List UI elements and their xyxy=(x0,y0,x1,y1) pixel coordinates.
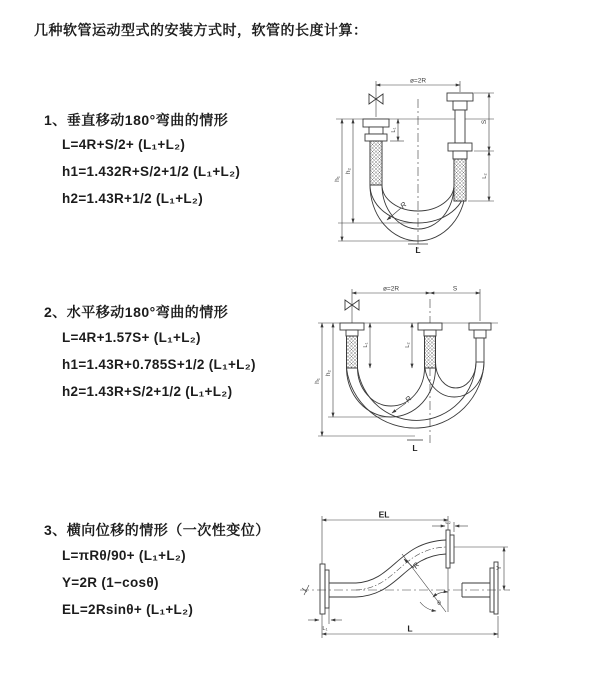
hose-drawing xyxy=(300,516,510,638)
valve-icon xyxy=(369,89,383,117)
left-flange xyxy=(320,564,356,614)
dim-label-radius: R xyxy=(398,199,409,211)
dim-heights xyxy=(318,323,415,436)
section-1-formula-L: L=4R+S/2+ (L₁+L₂) xyxy=(62,137,186,152)
section-2-formula-h2: h2=1.43R+S/2+1/2 (L₁+L₂) xyxy=(62,384,233,399)
dim-label-l1: L₁ xyxy=(391,127,397,133)
dim-label-length: L xyxy=(407,623,413,634)
lower-right-flange xyxy=(462,562,498,614)
dim-label-l2: L₂ xyxy=(482,173,488,179)
section-1-formula-h1: h1=1.432R+S/2+1/2 (L₁+L₂) xyxy=(62,164,241,179)
angle-construction xyxy=(402,554,448,612)
left-pipe-fitting xyxy=(363,119,389,185)
section-2-formula-h1: h1=1.43R+0.785S+1/2 (L₁+L₂) xyxy=(62,357,256,372)
upper-right-flange xyxy=(446,530,454,568)
dim-label-radius: R xyxy=(410,560,422,571)
dim-el xyxy=(322,516,451,564)
section-3-formula-Y: Y=2R (1−cosθ) xyxy=(62,575,159,590)
middle-pipe-fitting xyxy=(418,323,442,368)
dim-label-h2: h₂ xyxy=(325,369,332,377)
section-1-heading: 1、垂直移动180°弯曲的情形 xyxy=(44,112,229,128)
dim-label-diameter: ø=2R xyxy=(382,285,400,293)
section-3-formula-EL: EL=2Rsinθ+ (L₁+L₂) xyxy=(62,602,194,617)
dim-label-h1: h₁ xyxy=(334,176,341,182)
section-2-formula-L: L=4R+1.57S+ (L₁+L₂) xyxy=(62,330,201,345)
dim-label-diameter: ø=2R xyxy=(409,77,427,85)
page-title: 几种软管运动型式的安装方式时，软管的长度计算： xyxy=(34,22,368,38)
hose-drawing xyxy=(336,81,494,249)
right-pipe-fitting xyxy=(447,93,473,201)
dim-label-theta: θ xyxy=(437,600,441,607)
dim-label-h2: h₂ xyxy=(345,167,352,175)
dim-label-radius: R xyxy=(403,393,414,405)
dim-label-length: L xyxy=(415,245,421,255)
dim-label-el: EL xyxy=(378,509,390,520)
dim-label-y: Y xyxy=(496,565,503,571)
dim-label-l2: L₂ xyxy=(445,519,451,526)
diagram-horizontal-180-bend xyxy=(306,283,512,457)
radius-leader xyxy=(392,403,406,413)
diagram-lateral-displacement xyxy=(296,506,514,644)
dim-label-length: L xyxy=(412,443,418,453)
dim-label-h1: h₁ xyxy=(314,378,321,384)
section-1-formula-h2: h2=1.43R+1/2 (L₁+L₂) xyxy=(62,191,204,206)
dim-label-l2: L₂ xyxy=(405,342,411,348)
dim-width-and-stroke xyxy=(352,289,480,321)
section-3-heading: 3、横向位移的情形（一次性变位） xyxy=(44,522,270,538)
dim-label-l1: L₁ xyxy=(363,342,369,348)
right-pipe-fitting xyxy=(469,323,491,362)
dim-label-s: S xyxy=(452,285,458,293)
left-pipe-fitting xyxy=(340,323,364,368)
dim-label-s: S xyxy=(481,119,488,125)
valve-icon xyxy=(345,295,359,323)
section-3-formula-L: L=πRθ/90+ (L₁+L₂) xyxy=(62,548,186,563)
diagram-vertical-180-bend xyxy=(306,71,520,255)
dim-label-l1: L₁ xyxy=(322,626,328,632)
hose-curves xyxy=(356,540,446,597)
hose-curves xyxy=(347,362,485,428)
section-2-heading: 2、水平移动180°弯曲的情形 xyxy=(44,304,229,320)
hose-drawing xyxy=(318,289,498,443)
